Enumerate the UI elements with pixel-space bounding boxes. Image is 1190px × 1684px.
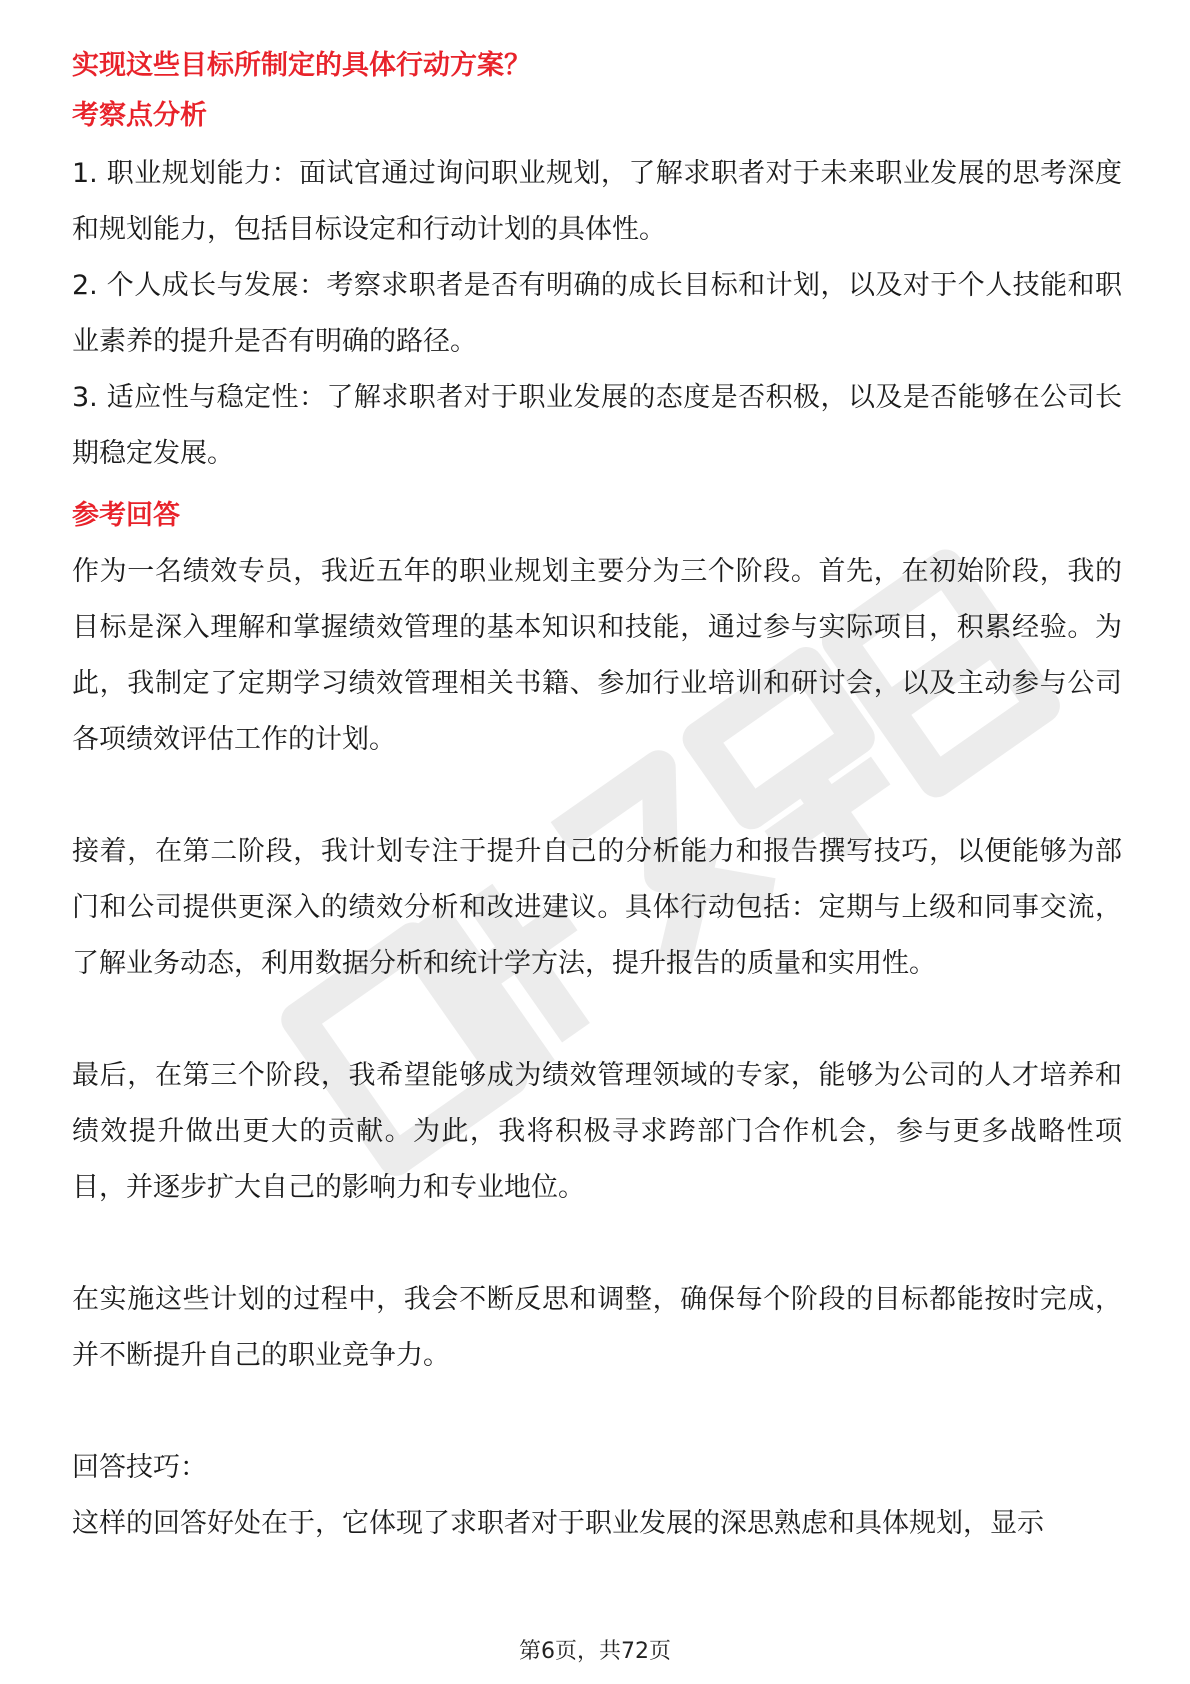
page-number-footer: 第6页，共72页 xyxy=(519,1639,671,1664)
question-heading: 实现这些目标所制定的具体行动方案？ xyxy=(72,50,531,81)
reference-answer-heading: 参考回答 xyxy=(72,500,180,531)
answer-paragraph: 在实施这些计划的过程中，我会不断反思和调整，确保每个阶段的目标都能按时完成，并不断提升自己的职业竞争力。 xyxy=(72,1284,1122,1371)
answer-paragraph: 作为一名绩效专员，我近五年的职业规划主要分为三个阶段。首先，在初始阶段，我的目标是深入理解和掌握绩效管理的基本知识和技能，通过参与实际项目，积累经验。为此，我制定了定期学习绩效管理相关书籍、参加行业培训和研讨会，以及主动参与公司各项绩效评估工作的计划。 xyxy=(72,556,1122,755)
analysis-item: 2. 个人成长与发展：考察求职者是否有明确的成长目标和计划，以及对于个人技能和职业素养的提升是否有明确的路径。 xyxy=(72,270,1122,357)
answer-paragraph: 接着，在第二阶段，我计划专注于提升自己的分析能力和报告撰写技巧，以便能够为部门和公司提供更深入的绩效分析和改进建议。具体行动包括：定期与上级和同事交流，了解业务动态，利用数据分析和统计学方法，提升报告的质量和实用性。 xyxy=(72,836,1122,979)
page-content xyxy=(72,46,1122,1552)
tips-text: 这样的回答好处在于，它体现了求职者对于职业发展的深思熟虑和具体规划，显示 xyxy=(72,1508,1044,1539)
analysis-item: 3. 适应性与稳定性：了解求职者对于职业发展的态度是否积极，以及是否能够在公司长期稳定发展。 xyxy=(72,382,1122,469)
answer-paragraph: 最后，在第三个阶段，我希望能够成为绩效管理领域的专家，能够为公司的人才培养和绩效提升做出更大的贡献。为此，我将积极寻求跨部门合作机会，参与更多战略性项目，并逐步扩大自己的影响力和专业地位。 xyxy=(72,1060,1122,1203)
analysis-item: 1. 职业规划能力：面试官通过询问职业规划，了解求职者对于未来职业发展的思考深度和规划能力，包括目标设定和行动计划的具体性。 xyxy=(72,158,1122,245)
analysis-heading: 考察点分析 xyxy=(72,100,207,131)
tips-label: 回答技巧： xyxy=(72,1452,207,1483)
